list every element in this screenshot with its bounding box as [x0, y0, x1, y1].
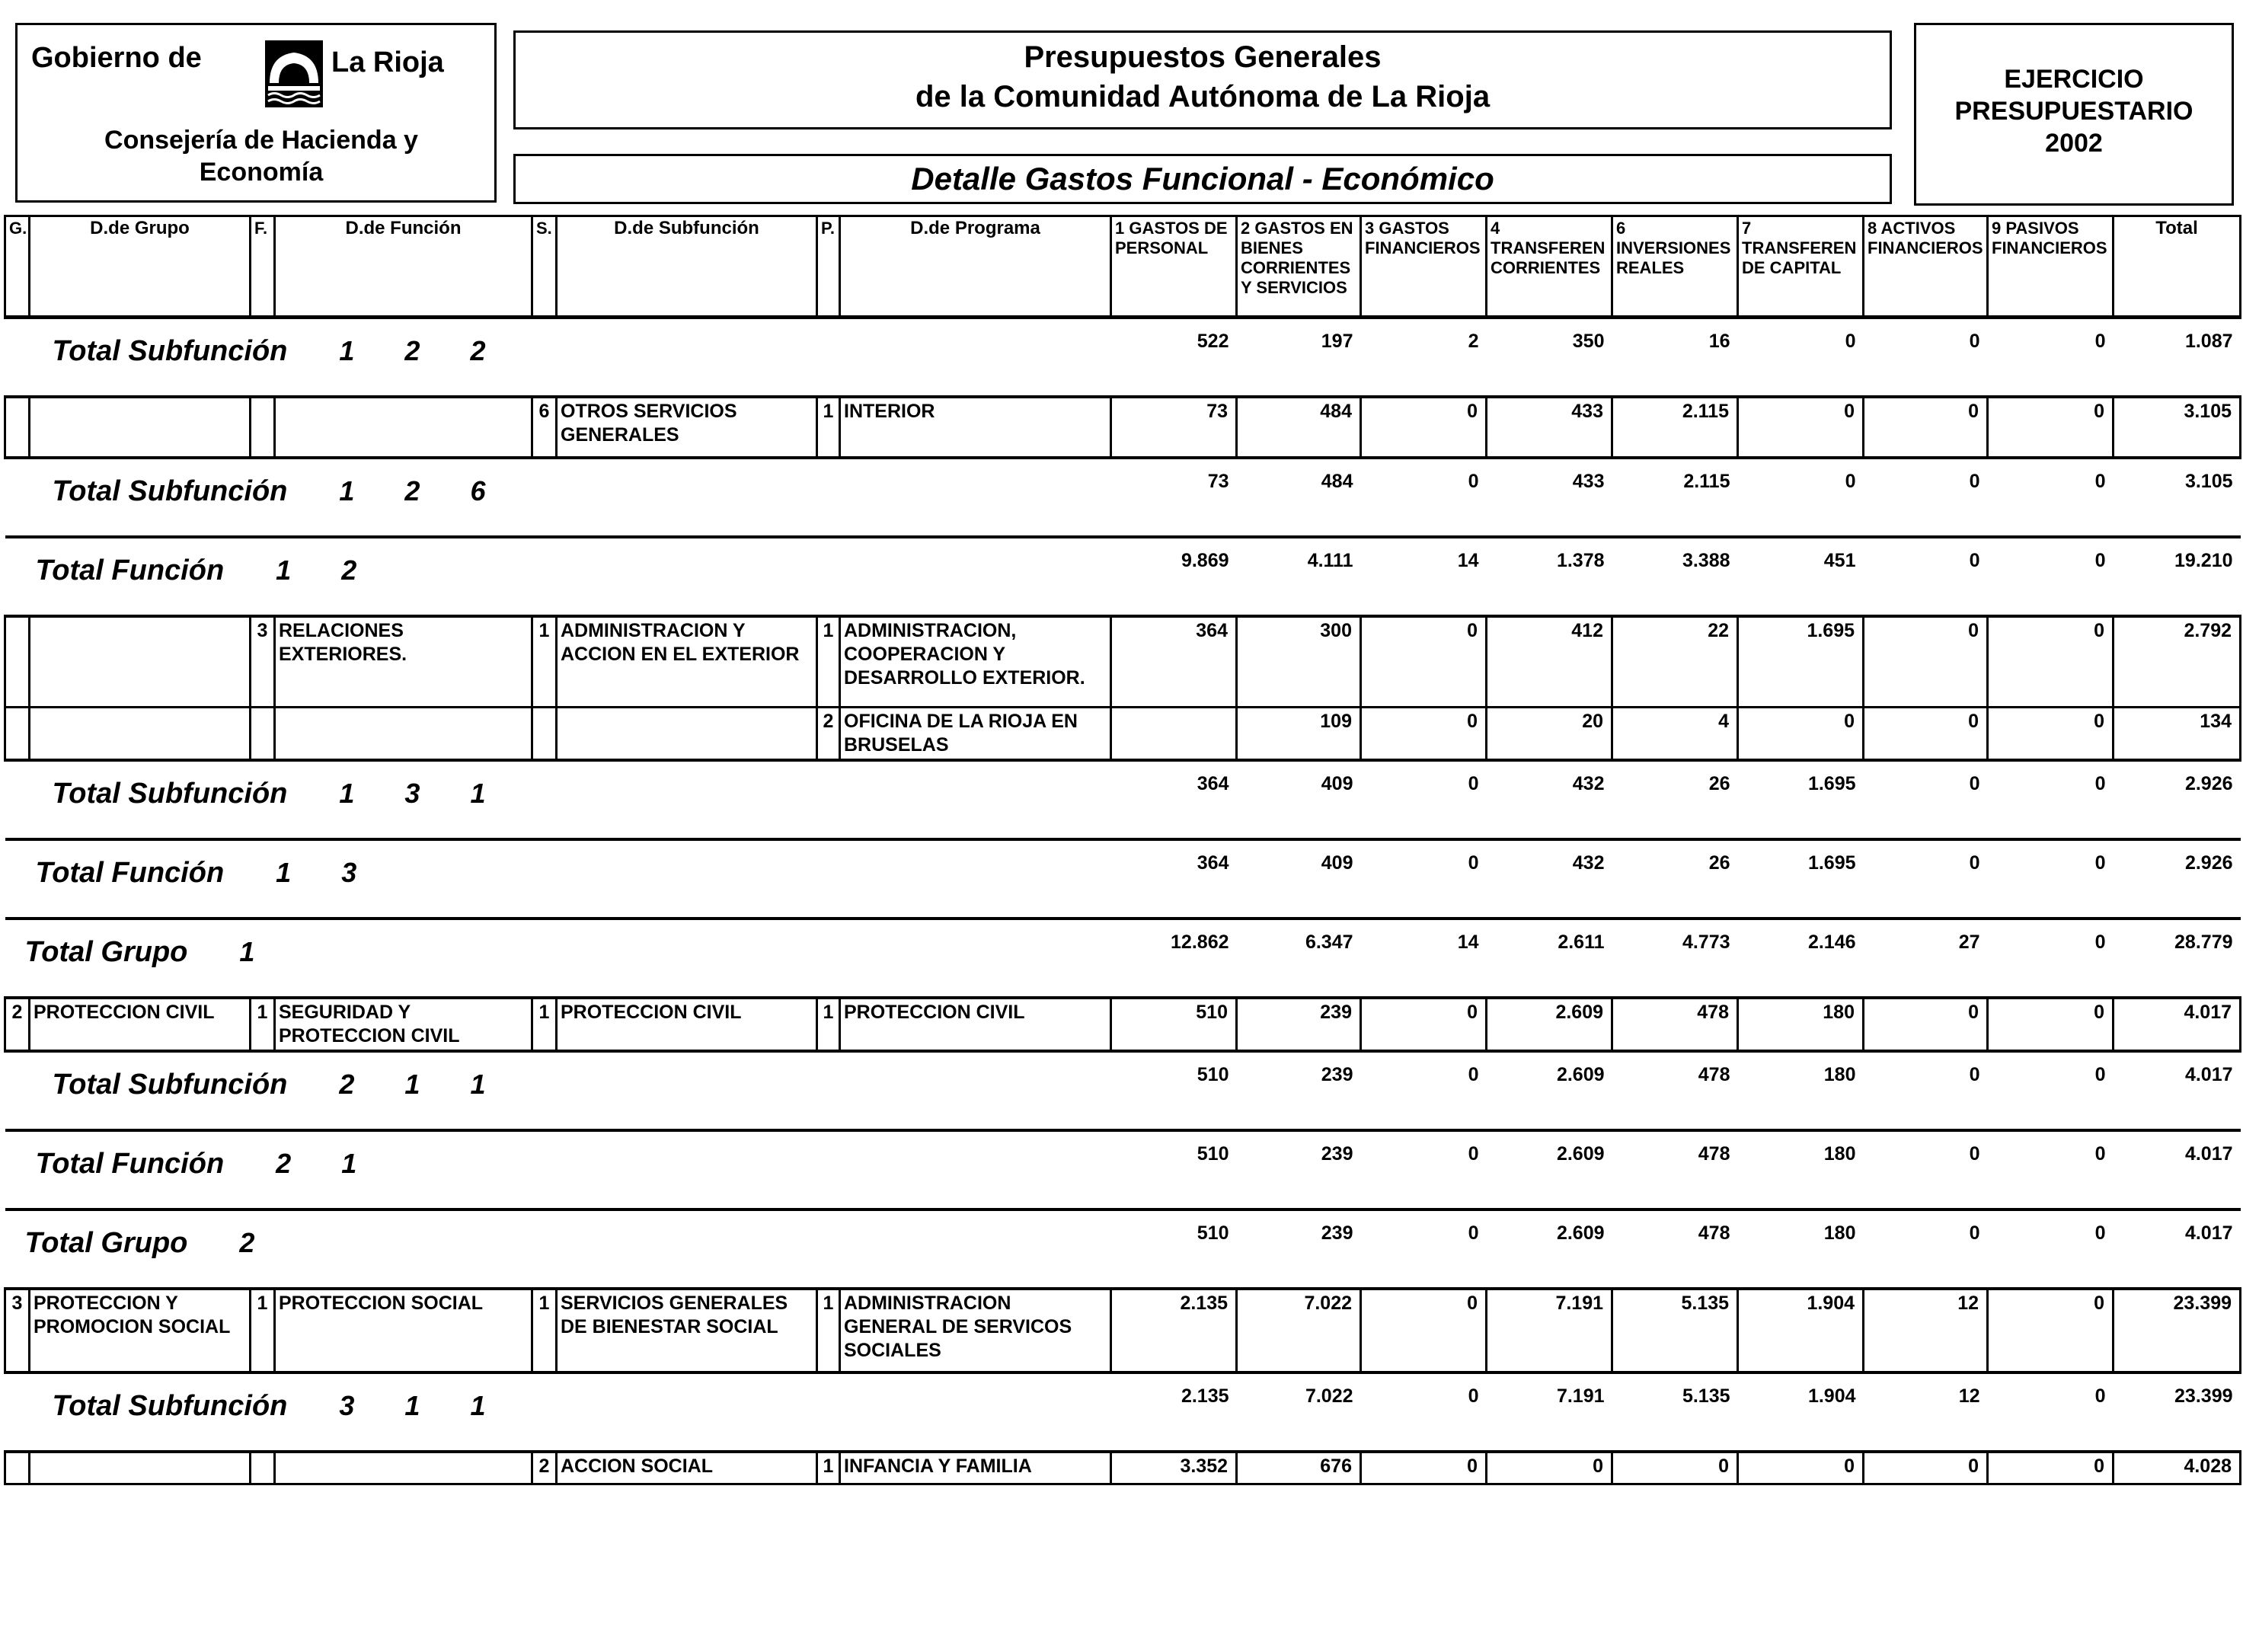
value-cell: 3.105: [2114, 397, 2241, 458]
value-cell: 433: [1487, 397, 1612, 458]
value-cell: 484: [1237, 397, 1361, 458]
cell-s: 2: [532, 1452, 557, 1484]
value-cell: 0: [1361, 1452, 1487, 1484]
value-cell: 3.388: [1682, 549, 1730, 571]
budget-table: [4, 215, 2241, 1485]
detail-row: [5, 1289, 2241, 1372]
value-cell: 478: [1698, 1143, 1730, 1165]
value-cell: 109: [1237, 708, 1361, 761]
value-cell: 2.609: [1487, 998, 1612, 1051]
value-cell: 0: [1969, 1222, 1980, 1244]
title-line1: Presupuestos Generales: [1024, 40, 1382, 74]
value-cell: 364: [1197, 773, 1229, 794]
value-cell: 0: [1468, 470, 1479, 492]
column-header-row: [5, 216, 2241, 318]
value-cell: 350: [1572, 331, 1605, 352]
value-cell: 0: [2094, 852, 2106, 874]
value-cell: 4.773: [1682, 931, 1730, 953]
value-cell: 0: [1969, 1064, 1980, 1085]
col-c4: 4 TRANSFEREN CORRIENTES: [1487, 216, 1612, 318]
detail-row: [5, 397, 2241, 458]
value-cell: 2.792: [2114, 616, 2241, 708]
header-left-box: [15, 23, 497, 203]
cell-dsubfuncion: OTROS SERVICIOS GENERALES: [557, 397, 817, 458]
value-cell: 0: [2094, 931, 2106, 953]
total-code: 3 1 1: [339, 1390, 507, 1421]
value-cell: 4.017: [2184, 1064, 2233, 1085]
cell-dgrupo: [30, 708, 251, 761]
cell-p: 1: [817, 1289, 840, 1372]
total-label-text: Total Grupo: [24, 936, 188, 968]
cell-dsubfuncion: [557, 708, 817, 761]
col-c7: 7 TRANSFEREN DE CAPITAL: [1738, 216, 1864, 318]
value-cell: 180: [1823, 1222, 1856, 1244]
value-cell: 510: [1197, 1064, 1229, 1085]
total-code: 1 2: [276, 554, 379, 586]
total-code: 1: [239, 936, 276, 967]
value-cell: 676: [1237, 1452, 1361, 1484]
total-label: [5, 318, 1111, 397]
value-cell: 0: [1864, 397, 1988, 458]
cell-dprograma: PROTECCION CIVIL: [840, 998, 1111, 1051]
total-code: 1 3: [276, 857, 379, 888]
cell-g: [5, 616, 30, 708]
value-cell: 1.087: [2184, 331, 2233, 352]
value-cell: 4: [1612, 708, 1738, 761]
value-cell: 0: [1864, 616, 1988, 708]
cell-s: 6: [532, 397, 557, 458]
detail-row: [5, 998, 2241, 1051]
value-cell: 0: [2094, 1385, 2106, 1407]
cell-f: 1: [251, 998, 275, 1051]
total-label: [5, 1130, 1111, 1209]
col-p: P.: [817, 216, 840, 318]
consejeria-label: Consejería de Hacienda y Economía: [104, 126, 418, 187]
value-cell: 0: [1969, 1143, 1980, 1165]
value-cell: 2.609: [1556, 1222, 1605, 1244]
cell-dgrupo: [30, 616, 251, 708]
value-cell: 2.115: [1612, 397, 1738, 458]
col-g: G.: [5, 216, 30, 318]
value-cell: 4.111: [1307, 549, 1353, 571]
value-cell: 239: [1321, 1222, 1353, 1244]
cell-p: 2: [817, 708, 840, 761]
value-cell: 0: [1612, 1452, 1738, 1484]
value-cell: 0: [1468, 1385, 1479, 1407]
col-dgrupo: D.de Grupo: [30, 216, 251, 318]
value-cell: 28.779: [2174, 931, 2233, 953]
value-cell: 197: [1321, 331, 1353, 352]
col-s: S.: [532, 216, 557, 318]
value-cell: 26: [1708, 852, 1730, 874]
cell-dfuncion: PROTECCION SOCIAL: [275, 1289, 532, 1372]
cell-f: [251, 1452, 275, 1484]
value-cell: 0: [1738, 397, 1864, 458]
total-row: [5, 1372, 2241, 1452]
total-code: 2: [239, 1227, 276, 1258]
value-cell: 4.017: [2114, 998, 2241, 1051]
ejercicio-year: 2002: [2045, 129, 2103, 158]
col-dsubfuncion: D.de Subfunción: [557, 216, 817, 318]
total-row: [5, 760, 2241, 839]
value-cell: 9.869: [1181, 549, 1229, 571]
total-row: [5, 1209, 2241, 1289]
value-cell: 73: [1207, 470, 1229, 492]
value-cell: 364: [1197, 852, 1229, 874]
value-cell: 4.017: [2184, 1143, 2233, 1165]
col-c9: 9 PASIVOS FINANCIEROS: [1988, 216, 2114, 318]
col-c2: 2 GASTOS EN BIENES CORRIENTES Y SERVICIOS: [1237, 216, 1361, 318]
value-cell: 1.695: [1807, 773, 1856, 794]
value-cell: 0: [2094, 1222, 2106, 1244]
cell-s: [532, 708, 557, 761]
cell-dfuncion: [275, 397, 532, 458]
total-label: [5, 1372, 1111, 1452]
total-label-text: Total Función: [35, 554, 225, 586]
value-cell: 2.926: [2184, 852, 2233, 874]
value-cell: 2.926: [2184, 773, 2233, 794]
total-code: 2 1 1: [339, 1069, 507, 1100]
value-cell: 1.378: [1556, 549, 1605, 571]
value-cell: 239: [1321, 1064, 1353, 1085]
value-cell: 26: [1708, 773, 1730, 794]
gov-region: La Rioja: [331, 46, 444, 78]
value-cell: 6.347: [1305, 931, 1353, 953]
value-cell: 7.022: [1305, 1385, 1353, 1407]
total-code: 1 2 2: [339, 335, 507, 366]
value-cell: 12.862: [1171, 931, 1229, 953]
ejercicio-line2: PRESUPUESTARIO: [1954, 97, 2193, 126]
value-cell: 0: [2094, 773, 2106, 794]
value-cell: 300: [1237, 616, 1361, 708]
value-cell: 0: [1969, 470, 1980, 492]
value-cell: 14: [1457, 549, 1479, 571]
col-dfuncion: D.de Función: [275, 216, 532, 318]
value-cell: [1111, 708, 1237, 761]
value-cell: 239: [1237, 998, 1361, 1051]
value-cell: 180: [1823, 1143, 1856, 1165]
cell-p: 1: [817, 998, 840, 1051]
value-cell: 0: [1738, 708, 1864, 761]
value-cell: 0: [1487, 1452, 1612, 1484]
value-cell: 0: [1864, 708, 1988, 761]
value-cell: 478: [1698, 1064, 1730, 1085]
col-dprograma: D.de Programa: [840, 216, 1111, 318]
value-cell: 5.135: [1612, 1289, 1738, 1372]
value-cell: 1.904: [1807, 1385, 1856, 1407]
value-cell: 0: [2094, 331, 2106, 352]
value-cell: 7.191: [1556, 1385, 1605, 1407]
value-cell: 0: [1738, 1452, 1864, 1484]
la-rioja-logo-icon: [264, 39, 324, 109]
value-cell: 0: [1361, 1289, 1487, 1372]
cell-dprograma: INFANCIA Y FAMILIA: [840, 1452, 1111, 1484]
cell-p: 1: [817, 616, 840, 708]
value-cell: 0: [2094, 470, 2106, 492]
value-cell: 0: [1468, 852, 1479, 874]
total-row: [5, 919, 2241, 998]
detail-row: [5, 708, 2241, 761]
total-row: [5, 458, 2241, 537]
value-cell: 478: [1612, 998, 1738, 1051]
col-c3: 3 GASTOS FINANCIEROS: [1361, 216, 1487, 318]
cell-g: [5, 397, 30, 458]
detail-row: [5, 1452, 2241, 1484]
value-cell: 510: [1111, 998, 1237, 1051]
cell-dgrupo: PROTECCION CIVIL: [30, 998, 251, 1051]
value-cell: 0: [1361, 708, 1487, 761]
cell-dsubfuncion: ACCION SOCIAL: [557, 1452, 817, 1484]
total-label-text: Total Subfunción: [52, 335, 288, 367]
value-cell: 2.135: [1181, 1385, 1229, 1407]
col-total: Total: [2114, 216, 2241, 318]
subtitle-box: [513, 154, 1892, 204]
total-label-text: Total Función: [35, 1148, 225, 1180]
total-code: 2 1: [276, 1148, 379, 1179]
value-cell: 0: [1988, 1289, 2114, 1372]
cell-p: 1: [817, 1452, 840, 1484]
ejercicio-line1: EJERCICIO: [2004, 65, 2144, 94]
total-label: [5, 1209, 1111, 1289]
cell-dsubfuncion: ADMINISTRACION Y ACCION EN EL EXTERIOR: [557, 616, 817, 708]
total-row: [5, 537, 2241, 616]
cell-dprograma: INTERIOR: [840, 397, 1111, 458]
value-cell: 20: [1487, 708, 1612, 761]
value-cell: 0: [1468, 773, 1479, 794]
cell-f: 3: [251, 616, 275, 708]
value-cell: 0: [1969, 549, 1980, 571]
cell-dfuncion: SEGURIDAD Y PROTECCION CIVIL: [275, 998, 532, 1051]
cell-dfuncion: RELACIONES EXTERIORES.: [275, 616, 532, 708]
value-cell: 0: [1864, 1452, 1988, 1484]
col-c6: 6 INVERSIONES REALES: [1612, 216, 1738, 318]
cell-g: [5, 708, 30, 761]
value-cell: 4.017: [2184, 1222, 2233, 1244]
value-cell: 180: [1823, 1064, 1856, 1085]
title-box: [513, 30, 1892, 129]
value-cell: 73: [1111, 397, 1237, 458]
value-cell: 12: [1958, 1385, 1980, 1407]
value-cell: 22: [1612, 616, 1738, 708]
total-label-text: Total Función: [35, 857, 225, 889]
cell-f: [251, 708, 275, 761]
cell-dprograma: ADMINISTRACION GENERAL DE SERVICOS SOCIALES: [840, 1289, 1111, 1372]
value-cell: 0: [1988, 998, 2114, 1051]
value-cell: 409: [1321, 852, 1353, 874]
total-label: [5, 458, 1111, 537]
col-c8: 8 ACTIVOS FINANCIEROS: [1864, 216, 1988, 318]
value-cell: 2.609: [1556, 1143, 1605, 1165]
value-cell: 5.135: [1682, 1385, 1730, 1407]
value-cell: 0: [1969, 773, 1980, 794]
cell-dprograma: ADMINISTRACION, COOPERACION Y DESARROLLO EXTERIOR.: [840, 616, 1111, 708]
cell-p: 1: [817, 397, 840, 458]
cell-dfuncion: [275, 1452, 532, 1484]
cell-g: 2: [5, 998, 30, 1051]
value-cell: 2: [1468, 331, 1479, 352]
value-cell: 19.210: [2174, 549, 2233, 571]
value-cell: 0: [2094, 1143, 2106, 1165]
value-cell: 432: [1572, 852, 1605, 874]
value-cell: 412: [1487, 616, 1612, 708]
value-cell: 3.352: [1111, 1452, 1237, 1484]
value-cell: 0: [1361, 998, 1487, 1051]
cell-s: 1: [532, 998, 557, 1051]
subtitle: Detalle Gastos Funcional - Económico: [911, 161, 1494, 197]
value-cell: 510: [1197, 1222, 1229, 1244]
total-label-text: Total Subfunción: [52, 1390, 288, 1422]
value-cell: 0: [1361, 397, 1487, 458]
value-cell: 7.191: [1487, 1289, 1612, 1372]
value-cell: 12: [1864, 1289, 1988, 1372]
value-cell: 3.105: [2184, 470, 2233, 492]
value-cell: 0: [1988, 397, 2114, 458]
value-cell: 0: [1969, 852, 1980, 874]
value-cell: 1.904: [1738, 1289, 1864, 1372]
cell-g: 3: [5, 1289, 30, 1372]
detail-row: [5, 616, 2241, 708]
cell-dgrupo: PROTECCION Y PROMOCION SOCIAL: [30, 1289, 251, 1372]
value-cell: 0: [1864, 998, 1988, 1051]
value-cell: 433: [1572, 470, 1605, 492]
value-cell: 364: [1111, 616, 1237, 708]
value-cell: 23.399: [2114, 1289, 2241, 1372]
total-label: [5, 537, 1111, 616]
value-cell: 27: [1958, 931, 1980, 953]
total-row: [5, 1130, 2241, 1209]
total-label-text: Total Grupo: [24, 1227, 188, 1259]
ejercicio-box: [1914, 23, 2234, 206]
col-f: F.: [251, 216, 275, 318]
value-cell: 2.611: [1558, 931, 1605, 953]
cell-dgrupo: [30, 397, 251, 458]
value-cell: 4.028: [2114, 1452, 2241, 1484]
cell-s: 1: [532, 1289, 557, 1372]
value-cell: 2.146: [1807, 931, 1856, 953]
col-c1: 1 GASTOS DE PERSONAL: [1111, 216, 1237, 318]
value-cell: 2.115: [1683, 470, 1730, 492]
value-cell: 16: [1708, 331, 1730, 352]
total-label-text: Total Subfunción: [52, 475, 288, 507]
total-label: [5, 1051, 1111, 1130]
total-label: [5, 839, 1111, 919]
value-cell: 1.695: [1807, 852, 1856, 874]
value-cell: 0: [1468, 1064, 1479, 1085]
cell-dsubfuncion: SERVICIOS GENERALES DE BIENESTAR SOCIAL: [557, 1289, 817, 1372]
total-label-text: Total Subfunción: [52, 778, 288, 810]
total-label: [5, 760, 1111, 839]
value-cell: 0: [1988, 1452, 2114, 1484]
value-cell: 7.022: [1237, 1289, 1361, 1372]
cell-dsubfuncion: PROTECCION CIVIL: [557, 998, 817, 1051]
total-row: [5, 318, 2241, 397]
total-label-text: Total Subfunción: [52, 1069, 288, 1101]
value-cell: 2.609: [1556, 1064, 1605, 1085]
cell-f: 1: [251, 1289, 275, 1372]
total-label: [5, 919, 1111, 998]
total-row: [5, 839, 2241, 919]
cell-s: 1: [532, 616, 557, 708]
value-cell: 0: [1845, 470, 1856, 492]
value-cell: 451: [1823, 549, 1856, 571]
value-cell: 0: [2094, 549, 2106, 571]
value-cell: 0: [1988, 708, 2114, 761]
value-cell: 0: [1468, 1222, 1479, 1244]
total-code: 1 2 6: [339, 475, 507, 506]
total-row: [5, 1051, 2241, 1130]
value-cell: 0: [1845, 331, 1856, 352]
total-code: 1 3 1: [339, 778, 507, 809]
value-cell: 239: [1321, 1143, 1353, 1165]
gov-prefix: Gobierno de: [31, 42, 202, 74]
value-cell: 432: [1572, 773, 1605, 794]
value-cell: 484: [1321, 470, 1353, 492]
value-cell: 522: [1197, 331, 1229, 352]
cell-dgrupo: [30, 1452, 251, 1484]
value-cell: 478: [1698, 1222, 1730, 1244]
cell-f: [251, 397, 275, 458]
value-cell: 0: [2094, 1064, 2106, 1085]
value-cell: 14: [1457, 931, 1479, 953]
cell-g: [5, 1452, 30, 1484]
value-cell: 0: [1361, 616, 1487, 708]
value-cell: 1.695: [1738, 616, 1864, 708]
value-cell: 0: [1969, 331, 1980, 352]
value-cell: 2.135: [1111, 1289, 1237, 1372]
title-line2: de la Comunidad Autónoma de La Rioja: [915, 80, 1491, 113]
value-cell: 134: [2114, 708, 2241, 761]
value-cell: 0: [1988, 616, 2114, 708]
cell-dfuncion: [275, 708, 532, 761]
value-cell: 23.399: [2174, 1385, 2233, 1407]
cell-dprograma: OFICINA DE LA RIOJA EN BRUSELAS: [840, 708, 1111, 761]
value-cell: 409: [1321, 773, 1353, 794]
value-cell: 510: [1197, 1143, 1229, 1165]
value-cell: 180: [1738, 998, 1864, 1051]
value-cell: 0: [1468, 1143, 1479, 1165]
